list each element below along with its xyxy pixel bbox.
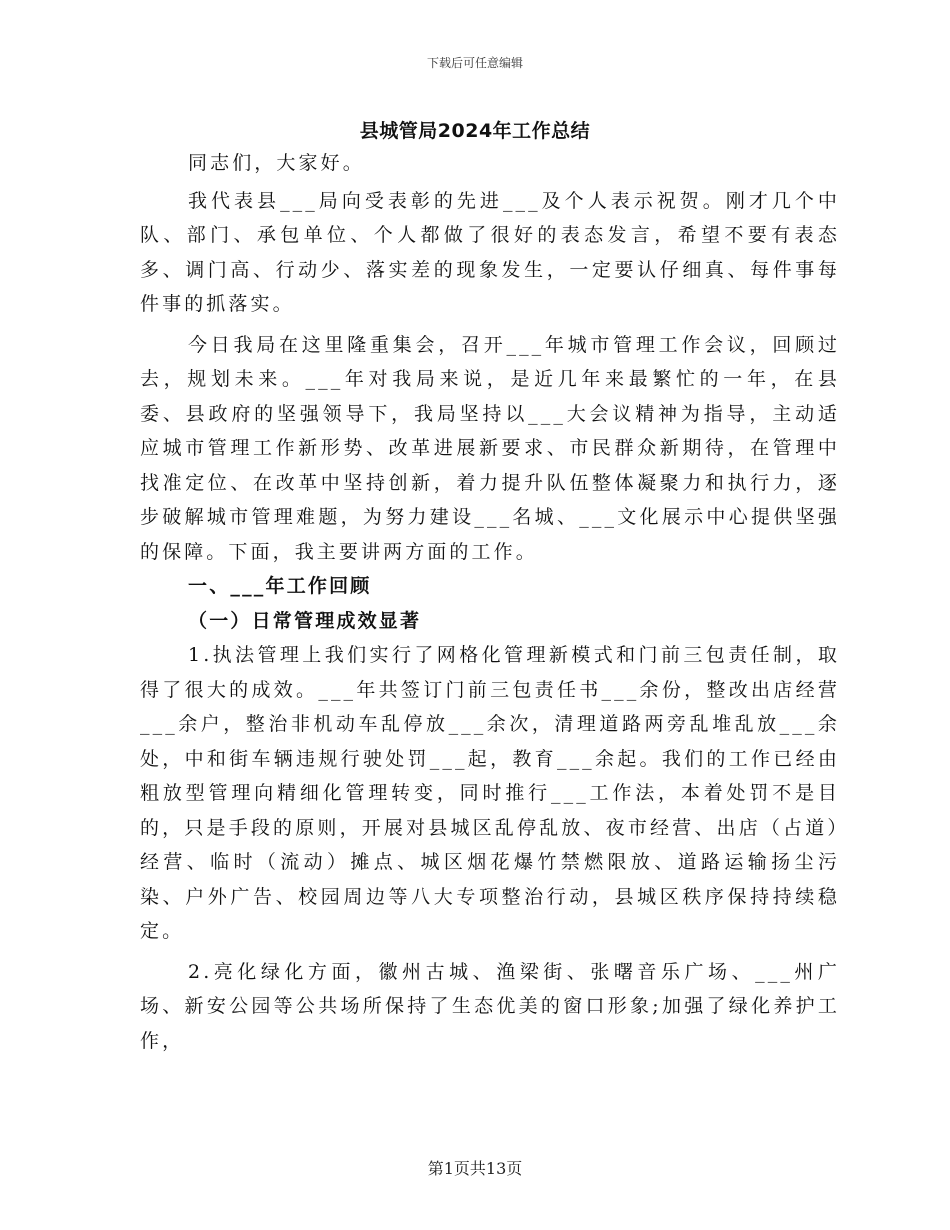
page-header-note: 下载后可任意编辑	[426, 56, 523, 70]
paragraph-overview: 今日我局在这里隆重集会，召开___年城市管理工作会议，回顾过去，规划未来。___年对我局来说，是近几年来最繁忙的一年，在县委、县政府的坚强领导下，我局坚持以___大会议精神为指导，主动适应城市管理工作新形势、改革进展新要求、市民群众新期待，在管理中找准定位、在改革中坚持创新，着力提升队伍整体凝聚力和执行力，逐步破解城市管理难题，为努力建设___名城、___文化展示中心提供坚强的保障。下面，我主要讲两方面的工作。	[140, 333, 840, 563]
document-body	[140, 146, 840, 1058]
page-number-footer: 第1页共13页	[427, 1159, 523, 1178]
section-heading-review: 一、___年工作回顾	[188, 575, 372, 597]
salutation: 同志们，大家好。	[188, 152, 365, 174]
paragraph-intro: 我代表县___局向受表彰的先进___及个人表示祝贺。刚才几个中队、部门、承包单位、个人都做了很好的表态发言，希望不要有表态多、调门高、行动少、落实差的现象发生，一定要认仔细真、每件事每件事的抓落实。	[140, 189, 840, 315]
list-item-law-enforcement: 1.执法管理上我们实行了网格化管理新模式和门前三包责任制，取得了很大的成效。___年共签订门前三包责任书___余份，整改出店经营___余户，整治非机动车乱停放___余次，清理道路两旁乱堆乱放___余处，中和街车辆违规行驶处罚___起，教育___余起。我们的工作已经由粗放型管理向精细化管理转变，同时推行___工作法，本着处罚不是目的，只是手段的原则，开展对县城区乱停乱放、夜市经营、出店（占道）经营、临时（流动）摊点、城区烟花爆竹禁燃限放、道路运输扬尘污染、户外广告、校园周边等八大专项整治行动，县城区秩序保持持续稳定。	[140, 644, 840, 942]
subsection-heading-daily-management: （一）日常管理成效显著	[188, 609, 422, 632]
list-item-greening-lighting: 2.亮化绿化方面，徽州古城、渔梁街、张曙音乐广场、___州广场、新安公园等公共场所保持了生态优美的窗口形象;加强了绿化养护工作，	[140, 960, 840, 1052]
document-title: 县城管局2024年工作总结	[359, 120, 591, 142]
